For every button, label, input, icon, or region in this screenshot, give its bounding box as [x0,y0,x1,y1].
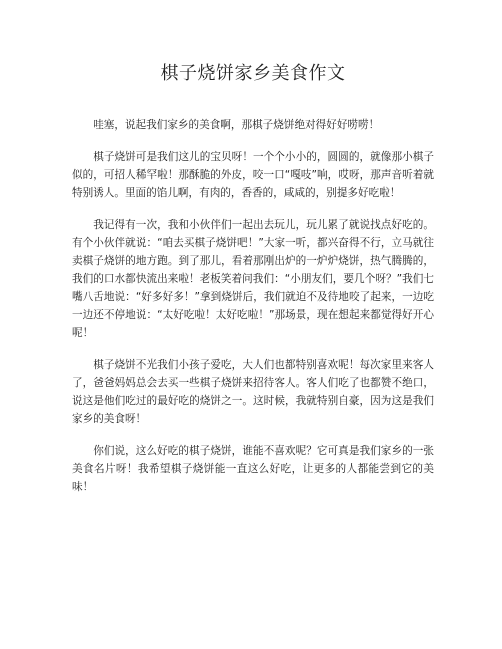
document-body [72,116,434,496]
paragraph-4: 棋子烧饼不光我们小孩子爱吃，大人们也都特别喜欢呢！每次家里来客人了，爸爸妈妈总会去买一些棋子烧饼来招待客人。客人们吃了也都赞不绝口，说这是他们吃过的最好吃的烧饼之一。这时候，我就特别自豪，因为这是我们家乡的美食呀！ [72,359,434,425]
paragraph-3: 我记得有一次，我和小伙伴们一起出去玩儿，玩儿累了就说找点好吃的。有个小伙伴就说：“咱去买棋子烧饼吧！”大家一听，都兴奋得不行，立马就往卖棋子烧饼的地方跑。到了那儿，看着那刚出炉的一炉炉烧饼，热气腾腾的，我们的口水都快流出来啦！老板笑着问我们：“小朋友们，要几个呀？”我们七嘴八舌地说：“好多好多！”拿到烧饼后，我们就迫不及待地咬了起来，一边吃一边还不停地说：“太好吃啦！太好吃啦！”那场景，现在想起来都觉得好开心呢！ [72,219,434,339]
paragraph-5: 你们说，这么好吃的棋子烧饼，谁能不喜欢呢？它可真是我们家乡的一张美食名片呀！我希望棋子烧饼能一直这么好吃，让更多的人都能尝到它的美味！ [72,445,434,493]
document-title: 棋子烧饼家乡美食作文 [160,63,346,84]
paragraph-2: 棋子烧饼可是我们这儿的宝贝呀！一个个小小的，圆圆的，就像那小棋子似的，可招人稀罕啦！那酥脆的外皮，咬一口“嘎吱”响，哎呀，那声音听着就特别诱人。里面的馅儿啊，有肉的，香香的，咸咸的，别提多好吃啦！ [72,151,434,199]
paragraph-1: 哇塞，说起我们家乡的美食啊，那棋子烧饼绝对得好好唠唠！ [93,119,380,131]
